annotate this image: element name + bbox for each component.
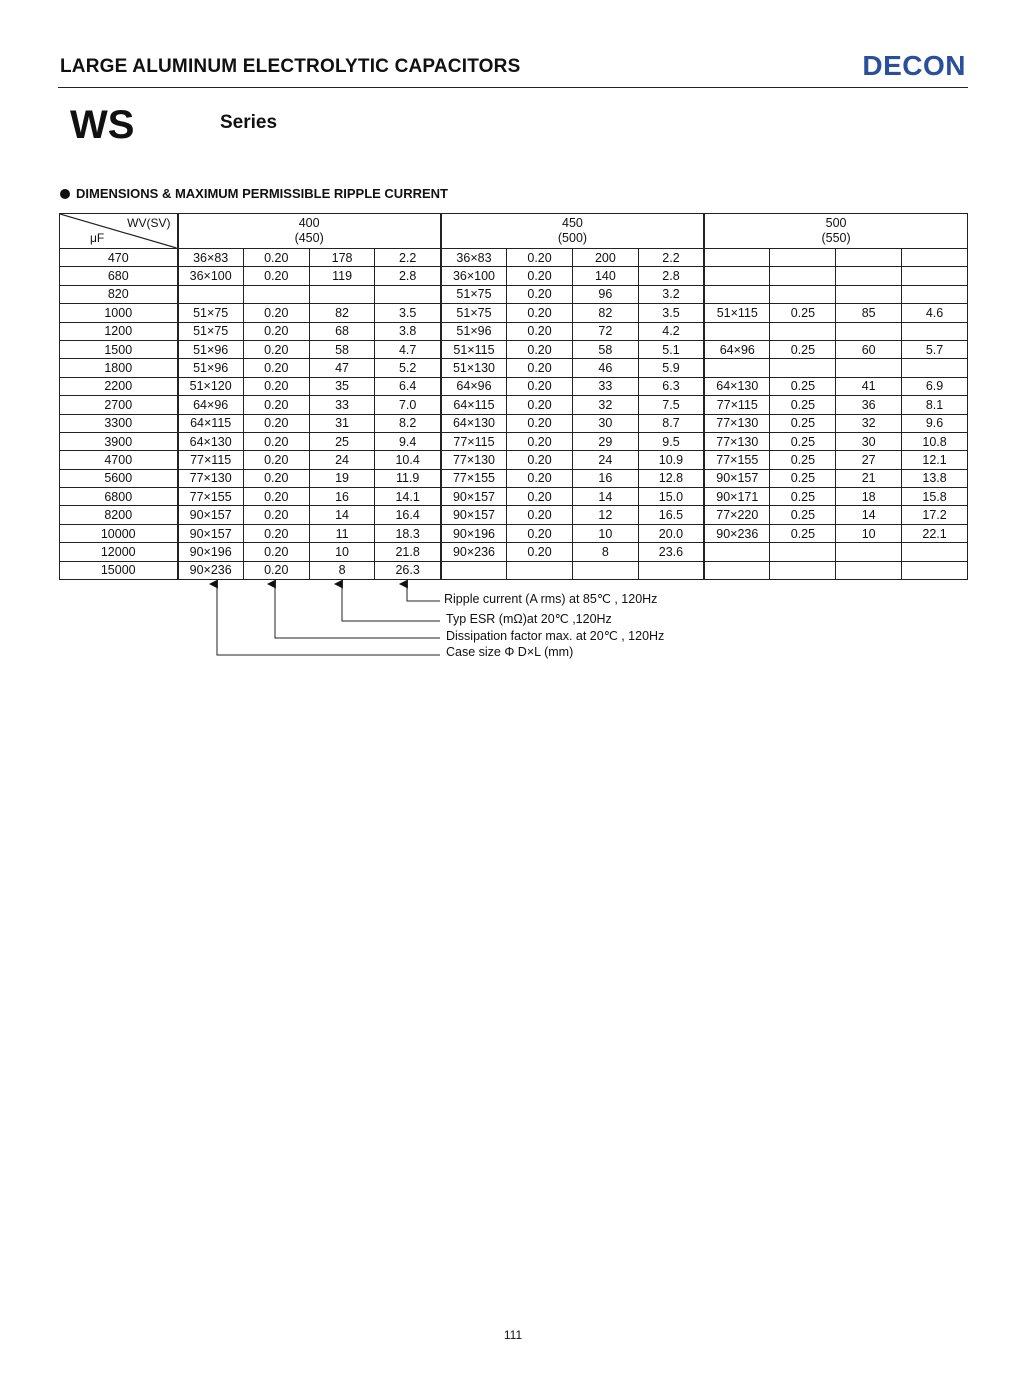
dissipation-cell: 0.25: [770, 432, 836, 450]
ripple-cell: 5.1: [638, 340, 704, 358]
ripple-cell: 15.0: [638, 488, 704, 506]
table-row: [60, 377, 968, 395]
dissipation-cell: 0.20: [243, 561, 309, 579]
ripple-cell: 10.8: [902, 432, 968, 450]
ripple-cell: [902, 267, 968, 285]
table-row: [60, 304, 968, 322]
capacitance-cell: 8200: [60, 506, 178, 524]
case-size-cell: 36×100: [441, 267, 507, 285]
capacitance-cell: 820: [60, 285, 178, 303]
esr-cell: [836, 322, 902, 340]
esr-cell: 35: [309, 377, 375, 395]
case-size-cell: 77×130: [178, 469, 244, 487]
ripple-cell: 23.6: [638, 543, 704, 561]
ripple-cell: 2.8: [638, 267, 704, 285]
esr-cell: 178: [309, 249, 375, 267]
esr-cell: 60: [836, 340, 902, 358]
esr-cell: 14: [572, 488, 638, 506]
dissipation-cell: 0.20: [507, 267, 573, 285]
dissipation-cell: 0.20: [507, 488, 573, 506]
section-title: [60, 186, 448, 201]
esr-cell: 32: [836, 414, 902, 432]
case-size-cell: 51×75: [178, 322, 244, 340]
case-size-cell: 77×155: [441, 469, 507, 487]
dissipation-cell: 0.20: [243, 249, 309, 267]
case-size-cell: [704, 267, 770, 285]
case-size-cell: 90×236: [178, 561, 244, 579]
case-size-cell: 90×196: [441, 524, 507, 542]
ripple-cell: 15.8: [902, 488, 968, 506]
ripple-cell: 16.5: [638, 506, 704, 524]
case-size-cell: 90×157: [178, 506, 244, 524]
esr-cell: 140: [572, 267, 638, 285]
table-row: [60, 488, 968, 506]
case-size-cell: 90×157: [441, 506, 507, 524]
esr-cell: 16: [309, 488, 375, 506]
dissipation-cell: 0.25: [770, 304, 836, 322]
ripple-cell: 3.5: [375, 304, 441, 322]
voltage-wv: 500: [825, 216, 847, 230]
esr-cell: 58: [309, 340, 375, 358]
capacitance-cell: 680: [60, 267, 178, 285]
case-size-cell: 64×130: [441, 414, 507, 432]
table-row: [60, 359, 968, 377]
dissipation-cell: 0.20: [243, 377, 309, 395]
ripple-cell: 9.4: [375, 432, 441, 450]
voltage-sv: (500): [557, 231, 588, 245]
case-size-cell: 77×130: [704, 432, 770, 450]
dissipation-cell: 0.25: [770, 377, 836, 395]
ripple-cell: 5.7: [902, 340, 968, 358]
esr-cell: 72: [572, 322, 638, 340]
capacitance-cell: 5600: [60, 469, 178, 487]
table-body: [60, 249, 968, 580]
ripple-cell: 9.6: [902, 414, 968, 432]
esr-cell: 33: [309, 396, 375, 414]
esr-cell: 82: [572, 304, 638, 322]
case-size-cell: 77×115: [441, 432, 507, 450]
case-size-cell: 51×96: [178, 359, 244, 377]
ripple-cell: [902, 543, 968, 561]
ripple-cell: [902, 359, 968, 377]
voltage-wv: 400: [298, 216, 320, 230]
ripple-cell: 11.9: [375, 469, 441, 487]
case-size-cell: 51×130: [441, 359, 507, 377]
ripple-cell: 2.2: [375, 249, 441, 267]
ripple-cell: 3.2: [638, 285, 704, 303]
dissipation-cell: 0.20: [507, 506, 573, 524]
dissipation-cell: 0.20: [507, 543, 573, 561]
case-size-cell: 90×157: [704, 469, 770, 487]
case-size-cell: 36×83: [441, 249, 507, 267]
capacitance-cell: 1200: [60, 322, 178, 340]
case-size-cell: 77×130: [441, 451, 507, 469]
dissipation-cell: 0.20: [507, 377, 573, 395]
case-size-cell: 77×115: [704, 396, 770, 414]
voltage-sv: (450): [294, 231, 324, 245]
case-size-cell: 51×96: [441, 322, 507, 340]
esr-cell: [836, 359, 902, 377]
capacitance-cell: 15000: [60, 561, 178, 579]
case-size-cell: 64×96: [441, 377, 507, 395]
esr-cell: 46: [572, 359, 638, 377]
esr-cell: 24: [309, 451, 375, 469]
dissipation-cell: 0.20: [507, 469, 573, 487]
series-label: Series: [220, 112, 278, 133]
dissipation-cell: [770, 322, 836, 340]
brand-logo: DECON: [862, 50, 966, 81]
case-size-cell: [704, 561, 770, 579]
esr-cell: 10: [572, 524, 638, 542]
ripple-cell: 2.8: [375, 267, 441, 285]
case-size-cell: 64×115: [441, 396, 507, 414]
voltage-header-450: [441, 214, 704, 249]
case-size-cell: 51×115: [704, 304, 770, 322]
bullet-icon: [60, 189, 70, 199]
esr-cell: 31: [309, 414, 375, 432]
esr-cell: 10: [309, 543, 375, 561]
case-size-cell: 77×115: [178, 451, 244, 469]
case-size-cell: 64×130: [704, 377, 770, 395]
esr-cell: 30: [836, 432, 902, 450]
esr-cell: 11: [309, 524, 375, 542]
voltage-sv: (550): [821, 231, 851, 245]
ripple-cell: 12.8: [638, 469, 704, 487]
dissipation-cell: [243, 285, 309, 303]
esr-cell: 96: [572, 285, 638, 303]
capacitance-cell: 6800: [60, 488, 178, 506]
capacitance-cell: 2200: [60, 377, 178, 395]
capacitance-cell: 470: [60, 249, 178, 267]
esr-cell: [309, 285, 375, 303]
dissipation-cell: 0.20: [243, 488, 309, 506]
esr-cell: 85: [836, 304, 902, 322]
dissipation-cell: [770, 285, 836, 303]
ripple-cell: 10.4: [375, 451, 441, 469]
table-row: [60, 524, 968, 542]
ripple-cell: 8.7: [638, 414, 704, 432]
ripple-cell: 22.1: [902, 524, 968, 542]
dissipation-cell: 0.25: [770, 451, 836, 469]
ripple-current-table: [59, 213, 968, 580]
document-title: LARGE ALUMINUM ELECTROLYTIC CAPACITORS: [60, 56, 521, 77]
dissipation-cell: 0.20: [507, 396, 573, 414]
ripple-cell: 8.2: [375, 414, 441, 432]
legend-case-size: Case size Φ D×L (mm): [446, 645, 574, 659]
table-row: [60, 249, 968, 267]
ripple-cell: 10.9: [638, 451, 704, 469]
capacitance-cell: 10000: [60, 524, 178, 542]
ripple-cell: 16.4: [375, 506, 441, 524]
ripple-cell: 12.1: [902, 451, 968, 469]
dissipation-cell: [770, 249, 836, 267]
dissipation-cell: 0.20: [243, 267, 309, 285]
dissipation-cell: 0.25: [770, 340, 836, 358]
esr-cell: 200: [572, 249, 638, 267]
esr-cell: 32: [572, 396, 638, 414]
dissipation-cell: 0.20: [507, 304, 573, 322]
ripple-cell: 7.5: [638, 396, 704, 414]
esr-cell: 21: [836, 469, 902, 487]
ripple-cell: 4.7: [375, 340, 441, 358]
ripple-cell: 6.4: [375, 377, 441, 395]
case-size-cell: [704, 285, 770, 303]
esr-cell: 68: [309, 322, 375, 340]
esr-cell: 14: [309, 506, 375, 524]
dissipation-cell: 0.20: [243, 543, 309, 561]
page-number: 111: [503, 1328, 523, 1342]
case-size-cell: 77×155: [178, 488, 244, 506]
ripple-cell: 17.2: [902, 506, 968, 524]
ripple-cell: 5.9: [638, 359, 704, 377]
esr-cell: 10: [836, 524, 902, 542]
esr-cell: 8: [309, 561, 375, 579]
dissipation-cell: 0.20: [507, 340, 573, 358]
dissipation-cell: 0.20: [243, 414, 309, 432]
case-size-cell: 51×75: [441, 304, 507, 322]
capacitance-cell: 3300: [60, 414, 178, 432]
dissipation-cell: 0.20: [507, 432, 573, 450]
esr-cell: 30: [572, 414, 638, 432]
dissipation-cell: 0.20: [243, 506, 309, 524]
table-row: [60, 267, 968, 285]
ripple-cell: 18.3: [375, 524, 441, 542]
dissipation-cell: 0.20: [243, 322, 309, 340]
case-size-cell: 77×220: [704, 506, 770, 524]
dissipation-cell: 0.25: [770, 524, 836, 542]
case-size-cell: 77×155: [704, 451, 770, 469]
esr-cell: [572, 561, 638, 579]
table-row: [60, 506, 968, 524]
header-divider: [58, 87, 968, 88]
case-size-cell: 90×171: [704, 488, 770, 506]
dissipation-cell: 0.25: [770, 414, 836, 432]
case-size-cell: [441, 561, 507, 579]
esr-cell: 41: [836, 377, 902, 395]
ripple-cell: 26.3: [375, 561, 441, 579]
dissipation-cell: 0.25: [770, 506, 836, 524]
ripple-cell: 7.0: [375, 396, 441, 414]
ripple-cell: [902, 285, 968, 303]
esr-cell: 18: [836, 488, 902, 506]
esr-cell: 27: [836, 451, 902, 469]
esr-cell: 33: [572, 377, 638, 395]
table-row: [60, 451, 968, 469]
table-row: [60, 469, 968, 487]
corner-uf-label: μF: [90, 231, 105, 245]
legend-dissipation: Dissipation factor max. at 20℃ , 120Hz: [446, 629, 665, 643]
ripple-cell: 6.3: [638, 377, 704, 395]
esr-cell: 8: [572, 543, 638, 561]
esr-cell: 24: [572, 451, 638, 469]
table-row: [60, 414, 968, 432]
esr-cell: 82: [309, 304, 375, 322]
case-size-cell: [704, 543, 770, 561]
ripple-cell: 20.0: [638, 524, 704, 542]
ripple-cell: 2.2: [638, 249, 704, 267]
dissipation-cell: 0.20: [507, 359, 573, 377]
dissipation-cell: 0.20: [507, 285, 573, 303]
dissipation-cell: [770, 543, 836, 561]
case-size-cell: [704, 249, 770, 267]
capacitance-cell: 4700: [60, 451, 178, 469]
case-size-cell: 64×96: [178, 396, 244, 414]
dissipation-cell: 0.20: [507, 414, 573, 432]
ripple-cell: [638, 561, 704, 579]
esr-cell: 119: [309, 267, 375, 285]
capacitance-cell: 1500: [60, 340, 178, 358]
esr-cell: 14: [836, 506, 902, 524]
case-size-cell: 90×236: [441, 543, 507, 561]
esr-cell: 16: [572, 469, 638, 487]
case-size-cell: 64×130: [178, 432, 244, 450]
legend-esr: Typ ESR (mΩ)at 20℃ ,120Hz: [446, 612, 612, 626]
dissipation-cell: 0.20: [243, 359, 309, 377]
case-size-cell: 51×75: [441, 285, 507, 303]
voltage-wv: 450: [562, 216, 583, 230]
esr-cell: [836, 543, 902, 561]
dissipation-cell: 0.20: [243, 451, 309, 469]
ripple-cell: 9.5: [638, 432, 704, 450]
case-size-cell: 64×115: [178, 414, 244, 432]
esr-cell: 58: [572, 340, 638, 358]
case-size-cell: [178, 285, 244, 303]
voltage-header-400: [178, 214, 441, 249]
dissipation-cell: 0.25: [770, 396, 836, 414]
ripple-cell: 4.2: [638, 322, 704, 340]
ripple-cell: 5.2: [375, 359, 441, 377]
dissipation-cell: 0.20: [507, 249, 573, 267]
ripple-cell: 14.1: [375, 488, 441, 506]
dissipation-cell: 0.20: [243, 469, 309, 487]
case-size-cell: 90×157: [441, 488, 507, 506]
dissipation-cell: 0.20: [507, 322, 573, 340]
ripple-cell: 8.1: [902, 396, 968, 414]
case-size-cell: [704, 359, 770, 377]
dissipation-cell: [770, 561, 836, 579]
ripple-cell: [902, 561, 968, 579]
case-size-cell: 51×96: [178, 340, 244, 358]
dissipation-cell: 0.25: [770, 469, 836, 487]
table-row: [60, 396, 968, 414]
esr-cell: 29: [572, 432, 638, 450]
corner-wv-label: WV(SV): [127, 216, 171, 230]
capacitance-cell: 1800: [60, 359, 178, 377]
esr-cell: [836, 285, 902, 303]
table-row: [60, 285, 968, 303]
case-size-cell: 36×83: [178, 249, 244, 267]
esr-cell: [836, 249, 902, 267]
dissipation-cell: 0.20: [243, 340, 309, 358]
case-size-cell: 51×115: [441, 340, 507, 358]
table-header-row: [60, 214, 968, 249]
series-code: WS: [70, 103, 135, 147]
table-row: [60, 340, 968, 358]
ripple-cell: [902, 249, 968, 267]
esr-cell: 19: [309, 469, 375, 487]
ripple-cell: 3.8: [375, 322, 441, 340]
capacitance-cell: 2700: [60, 396, 178, 414]
table-row: [60, 561, 968, 579]
table-row: [60, 322, 968, 340]
esr-cell: [836, 267, 902, 285]
dissipation-cell: 0.20: [507, 524, 573, 542]
dissipation-cell: 0.20: [243, 432, 309, 450]
ripple-cell: 4.6: [902, 304, 968, 322]
dissipation-cell: 0.20: [243, 524, 309, 542]
capacitance-cell: 3900: [60, 432, 178, 450]
esr-cell: 47: [309, 359, 375, 377]
ripple-cell: 6.9: [902, 377, 968, 395]
table-row: [60, 432, 968, 450]
capacitance-cell: 1000: [60, 304, 178, 322]
ripple-cell: [375, 285, 441, 303]
case-size-cell: 90×157: [178, 524, 244, 542]
capacitance-cell: 12000: [60, 543, 178, 561]
case-size-cell: 51×120: [178, 377, 244, 395]
ripple-cell: 3.5: [638, 304, 704, 322]
ripple-cell: [902, 322, 968, 340]
dissipation-cell: 0.20: [507, 451, 573, 469]
table-corner-cell: [60, 214, 178, 249]
legend-ripple: Ripple current (A rms) at 85℃ , 120Hz: [444, 592, 658, 606]
case-size-cell: 77×130: [704, 414, 770, 432]
case-size-cell: 90×236: [704, 524, 770, 542]
dissipation-cell: [770, 267, 836, 285]
case-size-cell: 90×196: [178, 543, 244, 561]
table-row: [60, 543, 968, 561]
ripple-cell: 13.8: [902, 469, 968, 487]
dissipation-cell: 0.25: [770, 488, 836, 506]
esr-cell: 12: [572, 506, 638, 524]
dissipation-cell: [770, 359, 836, 377]
esr-cell: 36: [836, 396, 902, 414]
dissipation-cell: 0.20: [243, 304, 309, 322]
case-size-cell: 51×75: [178, 304, 244, 322]
case-size-cell: [704, 322, 770, 340]
case-size-cell: 64×96: [704, 340, 770, 358]
dissipation-cell: [507, 561, 573, 579]
voltage-header-500: [704, 214, 967, 249]
esr-cell: 25: [309, 432, 375, 450]
case-size-cell: 36×100: [178, 267, 244, 285]
ripple-cell: 21.8: [375, 543, 441, 561]
esr-cell: [836, 561, 902, 579]
dissipation-cell: 0.20: [243, 396, 309, 414]
section-title-text: DIMENSIONS & MAXIMUM PERMISSIBLE RIPPLE CURRENT: [76, 186, 448, 201]
